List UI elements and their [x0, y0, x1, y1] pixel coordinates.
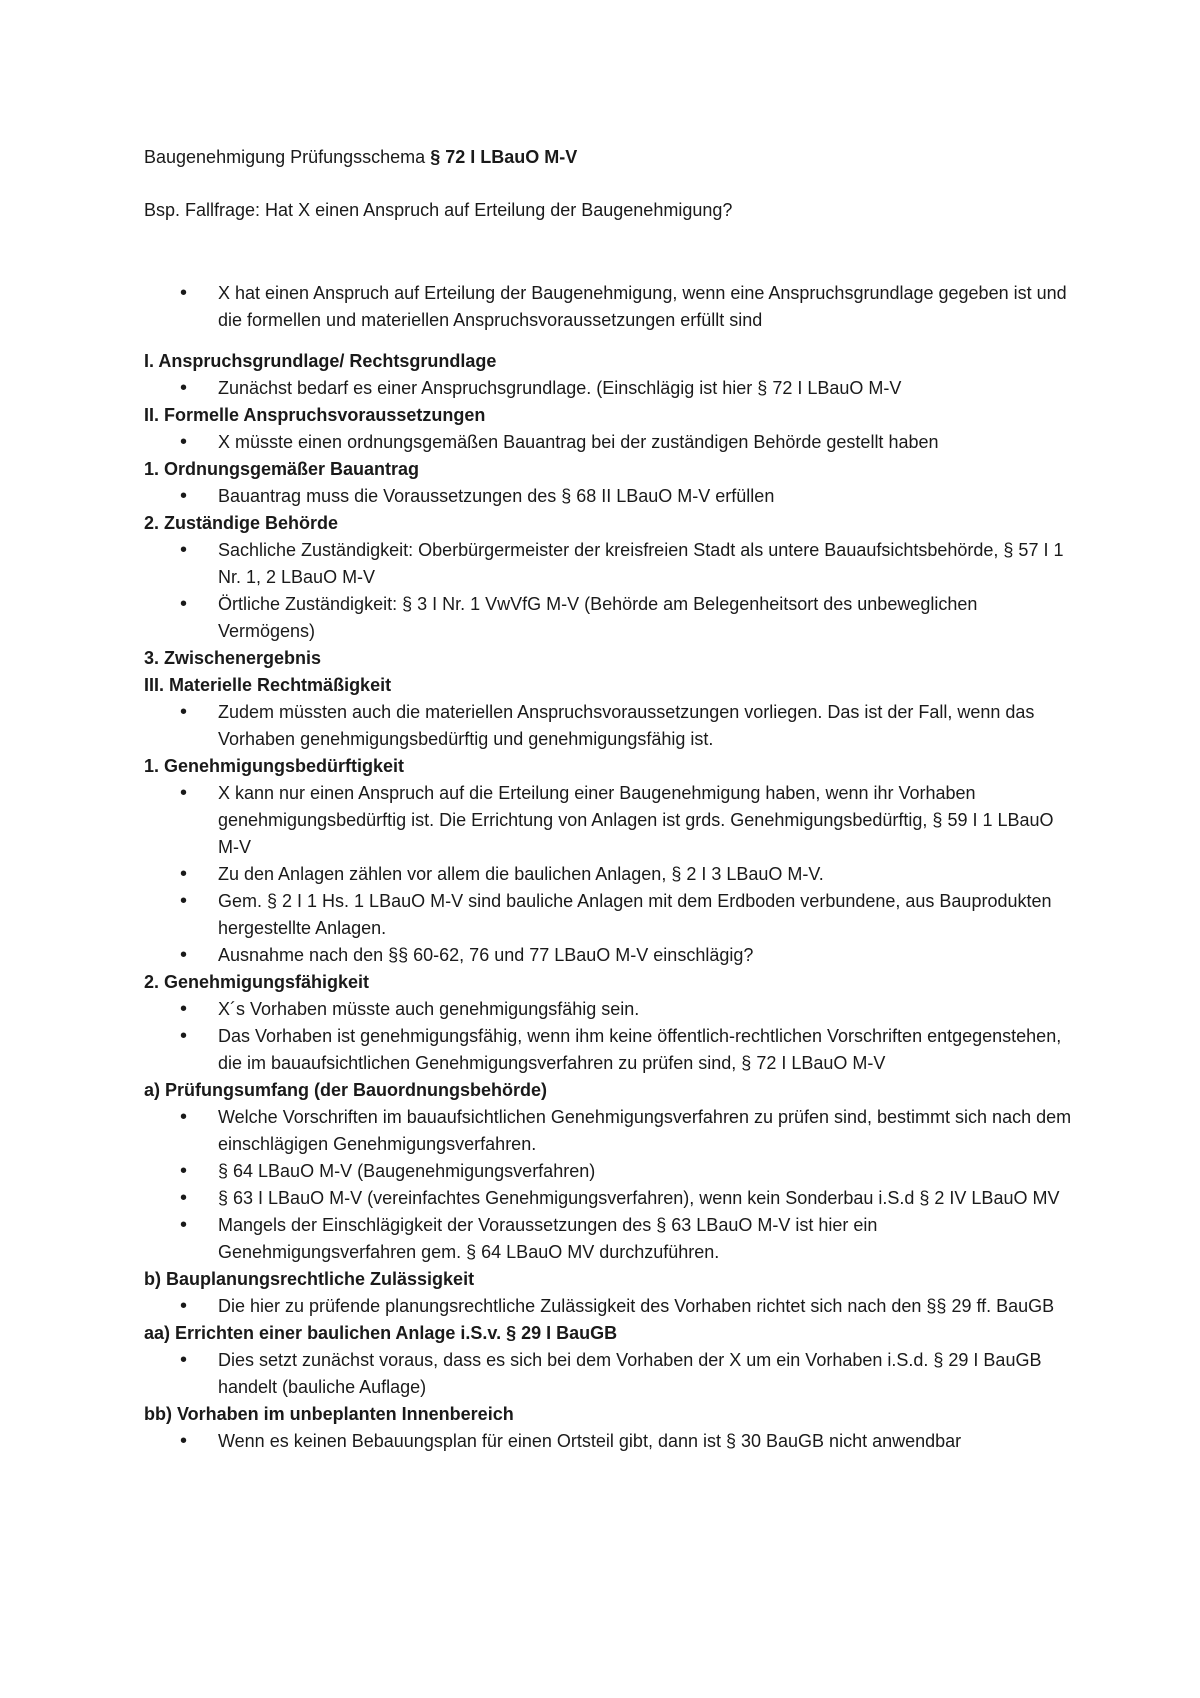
intro-list: [144, 280, 1074, 334]
bullet-list: [144, 1347, 1074, 1401]
section-heading: 1. Genehmigungsbedürftigkeit: [144, 756, 405, 776]
bullet-item: • § 63 I LBauO M-V (vereinfachtes Genehmigungsverfahren), wenn kein Sonderbau i.S.d § 2 IV LBauO MV: [144, 1185, 1074, 1212]
section-heading: b) Bauplanungsrechtliche Zulässigkeit: [144, 1269, 475, 1289]
bullet-list: [144, 780, 1074, 969]
bullet-item: • Gem. § 2 I 1 Hs. 1 LBauO M-V sind bauliche Anlagen mit dem Erdboden verbundene, aus Bauprodukten hergestellte Anlagen.: [144, 888, 1074, 942]
section-heading: I. Anspruchsgrundlage/ Rechtsgrundlage: [144, 351, 497, 371]
bullet-item: • X´s Vorhaben müsste auch genehmigungsfähig sein.: [144, 996, 1074, 1023]
bullet-item: • Örtliche Zuständigkeit: § 3 I Nr. 1 VwVfG M-V (Behörde am Belegenheitsort des unbeweglichen Vermögens): [144, 591, 1074, 645]
bullet-list: [144, 1428, 1074, 1455]
section-heading: 1. Ordnungsgemäßer Bauantrag: [144, 459, 420, 479]
section-heading: bb) Vorhaben im unbeplanten Innenbereich: [144, 1404, 514, 1424]
outline-sections: [144, 348, 1074, 1455]
bullet-list: [144, 1104, 1074, 1266]
bullet-item: • Ausnahme nach den §§ 60-62, 76 und 77 LBauO M-V einschlägig?: [144, 942, 1074, 969]
bullet-item: • Zunächst bedarf es einer Anspruchsgrundlage. (Einschlägig ist hier § 72 I LBauO M-V: [144, 375, 1074, 402]
bullet-item: • Dies setzt zunächst voraus, dass es sich bei dem Vorhaben der X um ein Vorhaben i.S.d. § 29 I BauGB handelt (bauliche Auflage): [144, 1347, 1074, 1401]
bullet-list: [144, 1293, 1074, 1320]
section-heading: a) Prüfungsumfang (der Bauordnungsbehörde): [144, 1080, 547, 1100]
bullet-list: [144, 483, 1074, 510]
bullet-item: • Sachliche Zuständigkeit: Oberbürgermeister der kreisfreien Stadt als untere Bauaufsichtsbehörde, § 57 I 1 Nr. 1, 2 LBauO M-V: [144, 537, 1074, 591]
bullet-item: • Die hier zu prüfende planungsrechtliche Zulässigkeit des Vorhaben richtet sich nach den §§ 29 ff. BauGB: [144, 1293, 1074, 1320]
section-heading: III. Materielle Rechtmäßigkeit: [144, 675, 392, 695]
bullet-item: • § 64 LBauO M-V (Baugenehmigungsverfahren): [144, 1158, 1074, 1185]
document-body: [144, 144, 1074, 1455]
bullet-list: [144, 699, 1074, 753]
title-text: Baugenehmigung Prüfungsschema: [144, 147, 431, 167]
document-title: [144, 144, 1074, 171]
bullet-list: [144, 996, 1074, 1077]
section-heading: 2. Zuständige Behörde: [144, 513, 339, 533]
bullet-item: • X müsste einen ordnungsgemäßen Bauantrag bei der zuständigen Behörde gestellt haben: [144, 429, 1074, 456]
bullet-item: • Mangels der Einschlägigkeit der Voraussetzungen des § 63 LBauO M-V ist hier ein Genehmigungsverfahren gem. § 64 LBauO MV durchzuführen.: [144, 1212, 1074, 1266]
bullet-item: • Zu den Anlagen zählen vor allem die baulichen Anlagen, § 2 I 3 LBauO M-V.: [144, 861, 1074, 888]
section-heading: 3. Zwischenergebnis: [144, 648, 322, 668]
case-question: Bsp. Fallfrage: Hat X einen Anspruch auf Erteilung der Baugenehmigung?: [144, 200, 733, 220]
bullet-list: [144, 429, 1074, 456]
bullet-item: • X kann nur einen Anspruch auf die Erteilung einer Baugenehmigung haben, wenn ihr Vorhaben genehmigungsbedürftig ist. Die Errichtung von Anlagen ist grds. Genehmigungsbedürftig, § 59 I 1 LBauO M-V: [144, 780, 1074, 861]
bullet-item: • Wenn es keinen Bebauungsplan für einen Ortsteil gibt, dann ist § 30 BauGB nicht anwendbar: [144, 1428, 1074, 1455]
section-heading: 2. Genehmigungsfähigkeit: [144, 972, 370, 992]
bullet-item: • Bauantrag muss die Voraussetzungen des § 68 II LBauO M-V erfüllen: [144, 483, 1074, 510]
bullet-list: [144, 537, 1074, 645]
title-statute: § 72 I LBauO M-V: [430, 147, 578, 167]
bullet-item: • Das Vorhaben ist genehmigungsfähig, wenn ihm keine öffentlich-rechtlichen Vorschriften entgegenstehen, die im bauaufsichtlichen Genehmigungsverfahren zu prüfen sind, § 72 I LBauO M-V: [144, 1023, 1074, 1077]
bullet-item: • Welche Vorschriften im bauaufsichtlichen Genehmigungsverfahren zu prüfen sind, bestimmt sich nach dem einschlägigen Genehmigungsverfahren.: [144, 1104, 1074, 1158]
bullet-list: [144, 375, 1074, 402]
section-heading: aa) Errichten einer baulichen Anlage i.S.v. § 29 I BauGB: [144, 1323, 618, 1343]
section-heading: II. Formelle Anspruchsvoraussetzungen: [144, 405, 486, 425]
intro-bullet: • X hat einen Anspruch auf Erteilung der Baugenehmigung, wenn eine Anspruchsgrundlage gegeben ist und die formellen und materiellen Anspruchsvoraussetzungen erfüllt sind: [144, 280, 1074, 334]
bullet-item: • Zudem müssten auch die materiellen Anspruchsvoraussetzungen vorliegen. Das ist der Fall, wenn das Vorhaben genehmigungsbedürftig und genehmigungsfähig ist.: [144, 699, 1074, 753]
